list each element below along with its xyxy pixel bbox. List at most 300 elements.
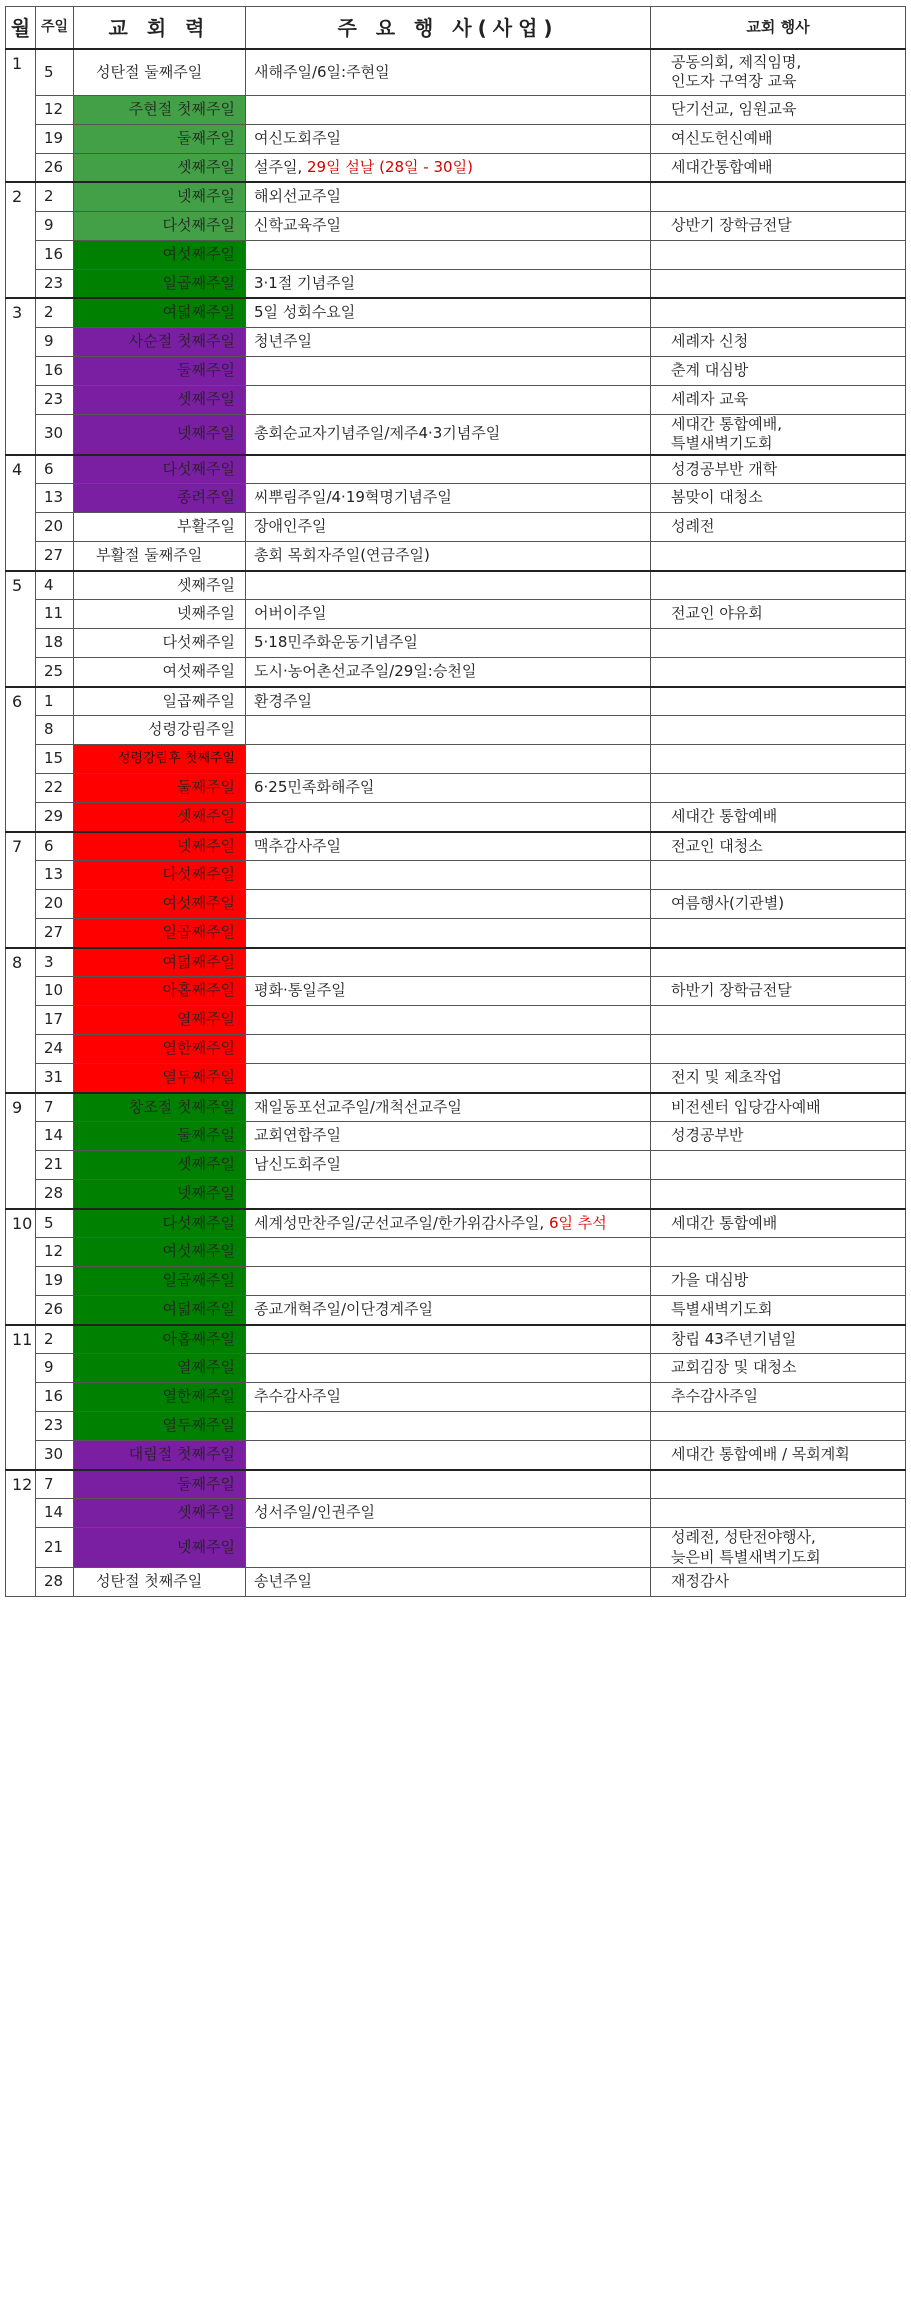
table-row	[6, 1267, 906, 1296]
liturgical-calendar-cell: 성탄절 둘째주일	[74, 49, 246, 95]
main-event-text: 총회순교자기념주일/제주4·3기념주일	[254, 424, 501, 443]
church-event-cell	[651, 745, 906, 774]
table-row	[6, 513, 906, 542]
table-row	[6, 571, 906, 600]
liturgical-calendar-cell: 여섯째주일	[74, 658, 246, 687]
main-event-cell	[246, 1006, 651, 1035]
liturgical-calendar-cell: 열째주일	[74, 1006, 246, 1035]
church-event-cell	[651, 182, 906, 211]
church-event-cell	[651, 687, 906, 716]
main-event-text: 6·25민족화해주일	[254, 778, 375, 797]
main-event-cell	[246, 977, 651, 1006]
main-event-cell	[246, 124, 651, 153]
sunday-date-cell: 31	[36, 1064, 74, 1093]
main-event-cell	[246, 513, 651, 542]
table-row	[6, 1383, 906, 1412]
church-event-cell: 여름행사(기관별)	[651, 890, 906, 919]
church-event-cell	[651, 716, 906, 745]
church-event-cell	[651, 298, 906, 327]
table-body	[6, 49, 906, 1597]
main-event-highlight: 29일 설날 (28일 - 30일)	[307, 157, 473, 176]
main-event-cell	[246, 1412, 651, 1441]
main-event-cell	[246, 484, 651, 513]
table-row	[6, 687, 906, 716]
main-event-cell	[246, 414, 651, 455]
main-event-cell	[246, 1267, 651, 1296]
sunday-date-cell: 8	[36, 716, 74, 745]
table-row	[6, 211, 906, 240]
church-event-cell: 하반기 장학금전달	[651, 977, 906, 1006]
sunday-date-cell: 27	[36, 542, 74, 571]
table-row	[6, 269, 906, 298]
main-event-text: 맥추감사주일	[254, 836, 341, 855]
sunday-date-cell: 27	[36, 919, 74, 948]
liturgical-calendar-cell: 성령강림후 첫째주일	[74, 745, 246, 774]
sunday-date-cell: 29	[36, 803, 74, 832]
liturgical-calendar-cell: 열째주일	[74, 1354, 246, 1383]
liturgical-calendar-cell: 주현절 첫째주일	[74, 95, 246, 124]
main-event-text: 새해주일/6일:주현일	[254, 62, 390, 81]
sunday-date-cell: 3	[36, 948, 74, 977]
church-event-cell: 전교인 대청소	[651, 832, 906, 861]
church-event-cell: 전지 및 제초작업	[651, 1064, 906, 1093]
sunday-date-cell: 25	[36, 658, 74, 687]
church-event-cell	[651, 1470, 906, 1499]
church-event-cell: 창립 43주년기념일	[651, 1325, 906, 1354]
sunday-date-cell: 5	[36, 1209, 74, 1238]
sunday-date-cell: 23	[36, 1412, 74, 1441]
sunday-date-cell: 30	[36, 414, 74, 455]
sunday-date-cell: 28	[36, 1180, 74, 1209]
sunday-date-cell: 4	[36, 571, 74, 600]
main-event-cell	[246, 890, 651, 919]
main-event-cell	[246, 211, 651, 240]
sunday-date-cell: 9	[36, 327, 74, 356]
month-cell: 10	[6, 1209, 36, 1325]
main-event-cell	[246, 716, 651, 745]
main-event-cell	[246, 658, 651, 687]
main-event-cell	[246, 861, 651, 890]
sunday-date-cell: 2	[36, 298, 74, 327]
church-calendar	[5, 6, 905, 1597]
sunday-date-cell: 14	[36, 1122, 74, 1151]
liturgical-calendar-cell: 창조절 첫째주일	[74, 1093, 246, 1122]
church-event-cell	[651, 542, 906, 571]
church-event-cell: 성례전	[651, 513, 906, 542]
church-event-cell	[651, 629, 906, 658]
main-event-text: 총회 목회자주일(연금주일)	[254, 546, 430, 564]
church-event-cell: 세대간 통합예배 / 목회계획	[651, 1441, 906, 1470]
church-event-cell: 전교인 야유회	[651, 600, 906, 629]
month-cell: 8	[6, 948, 36, 1093]
main-event-cell	[246, 153, 651, 182]
sunday-date-cell: 9	[36, 1354, 74, 1383]
table-row	[6, 153, 906, 182]
sunday-date-cell: 19	[36, 1267, 74, 1296]
liturgical-calendar-cell: 둘째주일	[74, 1122, 246, 1151]
main-event-cell	[246, 455, 651, 484]
main-event-text: 3·1절 기념주일	[254, 273, 356, 292]
table-row	[6, 1499, 906, 1528]
sunday-date-cell: 11	[36, 600, 74, 629]
main-event-cell	[246, 687, 651, 716]
table-row	[6, 455, 906, 484]
liturgical-calendar-cell: 셋째주일	[74, 1499, 246, 1528]
liturgical-calendar-cell: 다섯째주일	[74, 629, 246, 658]
main-event-text: 재일동포선교주일/개척선교주일	[254, 1097, 462, 1116]
main-event-text: 도시·농어촌선교주일/29일:승천일	[254, 662, 477, 680]
table-row	[6, 49, 906, 95]
liturgical-calendar-cell: 다섯째주일	[74, 861, 246, 890]
sunday-date-cell: 26	[36, 1296, 74, 1325]
sunday-date-cell: 23	[36, 385, 74, 414]
church-event-cell	[651, 861, 906, 890]
main-event-cell	[246, 269, 651, 298]
table-row	[6, 124, 906, 153]
header-row	[6, 7, 906, 50]
table-row	[6, 182, 906, 211]
table-row	[6, 1064, 906, 1093]
liturgical-calendar-cell: 둘째주일	[74, 774, 246, 803]
sunday-date-cell: 12	[36, 1238, 74, 1267]
main-event-text: 송년주일	[254, 1572, 312, 1591]
sunday-date-cell: 19	[36, 124, 74, 153]
table-row	[6, 542, 906, 571]
table-row	[6, 1325, 906, 1354]
main-event-text: 종교개혁주일/이단경계주일	[254, 1300, 433, 1318]
main-event-text: 씨뿌림주일/4·19혁명기념주일	[254, 488, 452, 507]
sunday-date-cell: 18	[36, 629, 74, 658]
church-event-cell: 비전센터 입당감사예배	[651, 1093, 906, 1122]
liturgical-calendar-cell: 부활절 둘째주일	[74, 542, 246, 571]
liturgical-calendar-cell: 둘째주일	[74, 356, 246, 385]
liturgical-calendar-cell: 넷째주일	[74, 1180, 246, 1209]
liturgical-calendar-cell: 사순절 첫째주일	[74, 327, 246, 356]
main-event-cell	[246, 542, 651, 571]
sunday-date-cell: 21	[36, 1528, 74, 1568]
main-event-text: 청년주일	[254, 331, 312, 350]
church-event-cell	[651, 240, 906, 269]
main-event-text: 성서주일/인권주일	[254, 1503, 375, 1522]
liturgical-calendar-cell: 넷째주일	[74, 600, 246, 629]
main-event-cell	[246, 385, 651, 414]
liturgical-calendar-cell: 넷째주일	[74, 832, 246, 861]
liturgical-calendar-cell: 성탄절 첫째주일	[74, 1568, 246, 1597]
church-event-cell	[651, 1151, 906, 1180]
liturgical-calendar-cell: 다섯째주일	[74, 211, 246, 240]
sunday-date-cell: 23	[36, 269, 74, 298]
table-row	[6, 1441, 906, 1470]
sunday-date-cell: 30	[36, 1441, 74, 1470]
month-cell: 6	[6, 687, 36, 832]
church-event-cell	[651, 1035, 906, 1064]
table-row	[6, 919, 906, 948]
church-event-cell	[651, 948, 906, 977]
sunday-date-cell: 13	[36, 861, 74, 890]
sunday-date-cell: 13	[36, 484, 74, 513]
church-event-cell	[651, 1180, 906, 1209]
church-event-cell	[651, 774, 906, 803]
table-row	[6, 385, 906, 414]
table-row	[6, 1354, 906, 1383]
table-row	[6, 977, 906, 1006]
table-row	[6, 948, 906, 977]
sunday-date-cell: 21	[36, 1151, 74, 1180]
table-header	[6, 7, 906, 50]
calendar-table	[5, 6, 906, 1597]
table-row	[6, 1528, 906, 1568]
table-row	[6, 95, 906, 124]
main-event-cell	[246, 1296, 651, 1325]
church-event-cell: 성경공부반	[651, 1122, 906, 1151]
table-row	[6, 716, 906, 745]
liturgical-calendar-cell: 넷째주일	[74, 182, 246, 211]
liturgical-calendar-cell: 대림절 첫째주일	[74, 1441, 246, 1470]
month-cell: 11	[6, 1325, 36, 1470]
month-cell: 1	[6, 49, 36, 182]
main-event-text: 5·18민주화운동기념주일	[254, 633, 418, 652]
liturgical-calendar-cell: 여섯째주일	[74, 1238, 246, 1267]
table-row	[6, 600, 906, 629]
main-event-cell	[246, 1325, 651, 1354]
month-cell: 5	[6, 571, 36, 687]
church-event-cell: 단기선교, 임원교육	[651, 95, 906, 124]
main-event-cell	[246, 1441, 651, 1470]
liturgical-calendar-cell: 열한째주일	[74, 1035, 246, 1064]
liturgical-calendar-cell: 아홉째주일	[74, 1325, 246, 1354]
sunday-date-cell: 7	[36, 1470, 74, 1499]
header-main-events: 주 요 행 사(사업)	[246, 7, 651, 50]
table-row	[6, 1209, 906, 1238]
liturgical-calendar-cell: 일곱째주일	[74, 269, 246, 298]
table-row	[6, 774, 906, 803]
month-cell: 3	[6, 298, 36, 455]
liturgical-calendar-cell: 넷째주일	[74, 414, 246, 455]
table-row	[6, 1035, 906, 1064]
header-church-events: 교회 행사	[651, 7, 906, 50]
main-event-cell	[246, 1238, 651, 1267]
church-event-cell	[651, 1006, 906, 1035]
sunday-date-cell: 7	[36, 1093, 74, 1122]
liturgical-calendar-cell: 일곱째주일	[74, 919, 246, 948]
sunday-date-cell: 15	[36, 745, 74, 774]
main-event-text: 추수감사주일	[254, 1387, 341, 1406]
table-row	[6, 1470, 906, 1499]
sunday-date-cell: 14	[36, 1499, 74, 1528]
main-event-cell	[246, 571, 651, 600]
liturgical-calendar-cell: 셋째주일	[74, 385, 246, 414]
table-row	[6, 414, 906, 455]
table-row	[6, 1122, 906, 1151]
main-event-cell	[246, 803, 651, 832]
main-event-cell	[246, 1568, 651, 1597]
main-event-cell	[246, 1064, 651, 1093]
month-cell: 7	[6, 832, 36, 948]
main-event-cell	[246, 1383, 651, 1412]
main-event-cell	[246, 1122, 651, 1151]
liturgical-calendar-cell: 여섯째주일	[74, 890, 246, 919]
main-event-cell	[246, 1499, 651, 1528]
main-event-cell	[246, 600, 651, 629]
sunday-date-cell: 5	[36, 49, 74, 95]
main-event-cell	[246, 1035, 651, 1064]
sunday-date-cell: 20	[36, 513, 74, 542]
sunday-date-cell: 16	[36, 240, 74, 269]
table-row	[6, 298, 906, 327]
table-row	[6, 484, 906, 513]
main-event-cell	[246, 948, 651, 977]
main-event-cell	[246, 919, 651, 948]
table-row	[6, 629, 906, 658]
church-event-cell	[651, 1499, 906, 1528]
liturgical-calendar-cell: 열한째주일	[74, 1383, 246, 1412]
main-event-text: 평화·통일주일	[254, 981, 346, 1000]
table-row	[6, 832, 906, 861]
church-event-cell: 공동의회, 제직임명, 인도자 구역장 교육	[651, 49, 906, 95]
main-event-cell	[246, 629, 651, 658]
table-row	[6, 1412, 906, 1441]
church-event-cell: 특별새벽기도회	[651, 1296, 906, 1325]
main-event-cell	[246, 1209, 651, 1238]
sunday-date-cell: 16	[36, 356, 74, 385]
liturgical-calendar-cell: 셋째주일	[74, 571, 246, 600]
church-event-cell: 교회김장 및 대청소	[651, 1354, 906, 1383]
main-event-highlight: 6일 추석	[548, 1213, 607, 1232]
church-event-cell	[651, 1412, 906, 1441]
main-event-cell	[246, 1151, 651, 1180]
table-row	[6, 327, 906, 356]
table-row	[6, 861, 906, 890]
main-event-text: 세계성만찬주일/군선교주일/한가위감사주일,	[254, 1213, 549, 1232]
main-event-cell	[246, 745, 651, 774]
liturgical-calendar-cell: 여덟째주일	[74, 298, 246, 327]
church-event-cell: 재정감사	[651, 1568, 906, 1597]
liturgical-calendar-cell: 여섯째주일	[74, 240, 246, 269]
liturgical-calendar-cell: 다섯째주일	[74, 455, 246, 484]
liturgical-calendar-cell: 아홉째주일	[74, 977, 246, 1006]
sunday-date-cell: 10	[36, 977, 74, 1006]
main-event-cell	[246, 327, 651, 356]
main-event-cell	[246, 1528, 651, 1568]
table-row	[6, 1296, 906, 1325]
liturgical-calendar-cell: 셋째주일	[74, 1151, 246, 1180]
main-event-text: 설주일,	[254, 157, 308, 176]
main-event-cell	[246, 356, 651, 385]
sunday-date-cell: 2	[36, 1325, 74, 1354]
month-cell: 4	[6, 455, 36, 571]
month-cell: 12	[6, 1470, 36, 1597]
church-event-cell: 상반기 장학금전달	[651, 211, 906, 240]
liturgical-calendar-cell: 둘째주일	[74, 1470, 246, 1499]
church-event-cell: 성경공부반 개학	[651, 455, 906, 484]
church-event-cell: 여신도헌신예배	[651, 124, 906, 153]
sunday-date-cell: 9	[36, 211, 74, 240]
table-row	[6, 1151, 906, 1180]
church-event-cell: 세례자 신청	[651, 327, 906, 356]
table-row	[6, 356, 906, 385]
church-event-cell: 세대간 통합예배	[651, 803, 906, 832]
liturgical-calendar-cell: 종려주일	[74, 484, 246, 513]
table-row	[6, 240, 906, 269]
church-event-cell: 봄맞이 대청소	[651, 484, 906, 513]
church-event-cell: 세대간통합예배	[651, 153, 906, 182]
church-event-cell: 추수감사주일	[651, 1383, 906, 1412]
liturgical-calendar-cell: 셋째주일	[74, 803, 246, 832]
main-event-cell	[246, 298, 651, 327]
liturgical-calendar-cell: 일곱째주일	[74, 1267, 246, 1296]
main-event-text: 교회연합주일	[254, 1126, 341, 1145]
church-event-cell	[651, 658, 906, 687]
church-event-cell	[651, 919, 906, 948]
liturgical-calendar-cell: 다섯째주일	[74, 1209, 246, 1238]
main-event-cell	[246, 49, 651, 95]
header-month: 월	[6, 7, 36, 50]
table-row	[6, 745, 906, 774]
liturgical-calendar-cell: 일곱째주일	[74, 687, 246, 716]
church-event-cell: 세대간 통합예배	[651, 1209, 906, 1238]
table-row	[6, 658, 906, 687]
main-event-text: 5일 성회수요일	[254, 303, 356, 321]
month-cell: 2	[6, 182, 36, 298]
sunday-date-cell: 2	[36, 182, 74, 211]
church-event-cell	[651, 571, 906, 600]
liturgical-calendar-cell: 성령강림주일	[74, 716, 246, 745]
header-week: 주일	[36, 7, 74, 50]
liturgical-calendar-cell: 열두째주일	[74, 1064, 246, 1093]
main-event-text: 여신도회주일	[254, 128, 341, 147]
table-row	[6, 1568, 906, 1597]
main-event-cell	[246, 832, 651, 861]
main-event-cell	[246, 1354, 651, 1383]
table-row	[6, 1238, 906, 1267]
sunday-date-cell: 1	[36, 687, 74, 716]
main-event-cell	[246, 1180, 651, 1209]
church-event-cell	[651, 269, 906, 298]
sunday-date-cell: 24	[36, 1035, 74, 1064]
sunday-date-cell: 22	[36, 774, 74, 803]
sunday-date-cell: 17	[36, 1006, 74, 1035]
main-event-cell	[246, 95, 651, 124]
month-cell: 9	[6, 1093, 36, 1209]
table-row	[6, 890, 906, 919]
liturgical-calendar-cell: 여덟째주일	[74, 948, 246, 977]
main-event-text: 남신도회주일	[254, 1155, 341, 1174]
main-event-text: 어버이주일	[254, 604, 327, 623]
church-event-cell: 세례자 교육	[651, 385, 906, 414]
main-event-text: 해외선교주일	[254, 187, 341, 205]
liturgical-calendar-cell: 여덟째주일	[74, 1296, 246, 1325]
sunday-date-cell: 12	[36, 95, 74, 124]
table-row	[6, 1006, 906, 1035]
main-event-cell	[246, 774, 651, 803]
liturgical-calendar-cell: 열두째주일	[74, 1412, 246, 1441]
church-event-cell: 세대간 통합예배, 특별새벽기도회	[651, 414, 906, 455]
sunday-date-cell: 6	[36, 455, 74, 484]
sunday-date-cell: 6	[36, 832, 74, 861]
main-event-cell	[246, 182, 651, 211]
main-event-cell	[246, 1093, 651, 1122]
header-church-calendar: 교 회 력	[74, 7, 246, 50]
church-event-cell: 가을 대심방	[651, 1267, 906, 1296]
sunday-date-cell: 28	[36, 1568, 74, 1597]
main-event-cell	[246, 1470, 651, 1499]
church-event-cell	[651, 1238, 906, 1267]
sunday-date-cell: 26	[36, 153, 74, 182]
main-event-text: 장애인주일	[254, 517, 327, 536]
main-event-text: 신학교육주일	[254, 215, 341, 234]
table-row	[6, 1180, 906, 1209]
table-row	[6, 1093, 906, 1122]
